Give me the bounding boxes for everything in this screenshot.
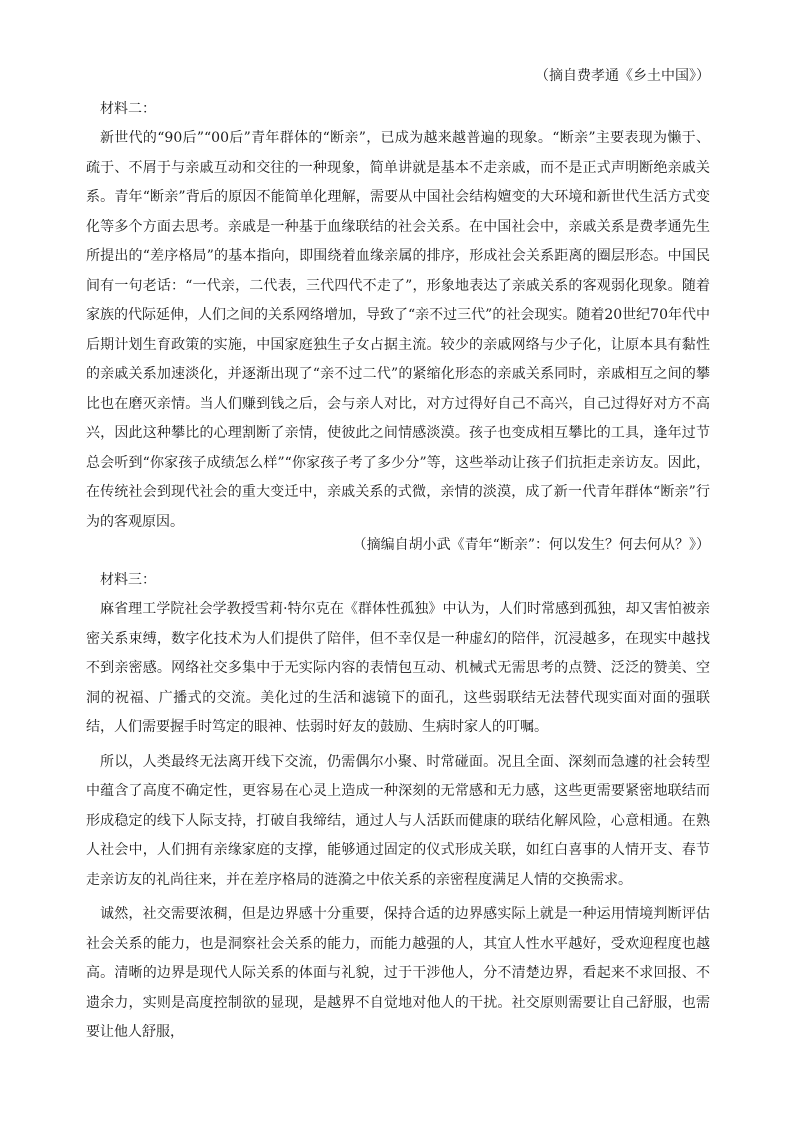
material-3-paragraph-1: 麻省理工学院社会学教授雪莉·特尔克在《群体性孤独》中认为，人们时常感到孤独，却又害怕被亲密关系束缚，数字化技术为人们提供了陪伴，但不幸仅是一种虚幻的陪伴，沉浸越多，在现实中越找不到亲密感。网络社交多集中于无实际内容的表情包互动、机械式无需思考的点赞、泛泛的赞美、空洞的祝福、广播式的交流。美化过的生活和滤镜下的面孔，这些弱联结无法替代现实面对面的强联结，人们需要握手时笃定的眼神、怯弱时好友的鼓励、生病时家人的叮嘱。 xyxy=(86,601,710,735)
material-3-paragraph-2: 所以，人类最终无法离开线下交流，仍需偶尔小聚、时常碰面。况且全面、深刻而急遽的社会转型中蕴含了高度不确定性，更容易在心灵上造成一种深刻的无常感和无力感，这些更需要紧密地联结而形成稳定的线下人际支持，打破自我缔结，通过人与人活跃而健康的联结化解风险，心意相通。在熟人社会中，人们拥有亲缘家庭的支撑，能够通过固定的仪式形成关联，如红白喜事的人情开支、春节走亲访友的礼尚往来，并在差序格局的涟漪之中依关系的亲密程度满足人情的交换需求。 xyxy=(86,753,710,888)
material-2-heading: 材料二： xyxy=(100,101,156,117)
material-3-paragraph-3: 诚然，社交需要浓稠，但是边界感十分重要，保持合适的边界感实际上就是一种运用情境判断评估社会关系的能力，也是洞察社会关系的能力，而能力越强的人，其宜人性水平越好，受欢迎程度也越高。清晰的边界是现代人际关系的体面与礼貌，过于干涉他人，分不清楚边界，看起来不求回报、不遗余力，实则是高度控制欲的显现，是越界不自觉地对他人的干扰。社交原则需要让自己舒服，也需要让他人舒服， xyxy=(86,906,710,1040)
material-3-body xyxy=(86,595,710,1048)
material-2-paragraph: 新世代的“90后”“00后”青年群体的“断亲”，已成为越来越普遍的现象。“断亲”主要表现为懒于、疏于、不屑于与亲戚互动和交往的一种现象，简单讲就是基本不走亲戚，而不是正式声明断绝亲戚关系。青年“断亲”背后的原因不能简单化理解，需要从中国社会结构嬗变的大环境和新世代生活方式变化等多个方面去思考。亲戚是一种基于血缘联结的社会关系。在中国社会中，亲戚关系是费孝通先生所提出的“差序格局”的基本指向，即围绕着血缘亲属的排序，形成社会关系距离的圈层形态。中国民间有一句老话：“一代亲，二代表，三代四代不走了”，形象地表达了亲戚关系的客观弱化现象。随着家族的代际延伸，人们之间的关系网络增加，导致了“亲不过三代”的社会现实。随着20世纪70年代中后期计划生育政策的实施，中国家庭独生子女占据主流。较少的亲戚网络与少子化，让原本具有黏性的亲戚关系加速淡化，并逐渐出现了“亲不过二代”的紧缩化形态的亲戚关系同时，亲戚相互之间的攀比也在磨灭亲情。当人们赚到钱之后，会与亲人对比，对方过得好自己不高兴，自己过得好对方不高兴，因此这种攀比的心理割断了亲情，使彼此之间情感淡漠。孩子也变成相互攀比的工具，逢年过节总会听到“你家孩子成绩怎么样”“你家孩子考了多少分”等，这些举动让孩子们抗拒走亲访友。因此，在传统社会到现代社会的重大变迁中，亲戚关系的式微，亲情的淡漠，成了新一代青年群体“断亲”行为的客观原因。 xyxy=(86,130,710,530)
material-2-body xyxy=(86,124,710,537)
source-citation-1: （摘自费孝通《乡土中国》） xyxy=(535,68,710,84)
source-citation-2: （摘编自胡小武《青年“断亲”：何以发生？何去何从？》） xyxy=(352,537,710,553)
material-3-heading: 材料三： xyxy=(100,572,156,588)
